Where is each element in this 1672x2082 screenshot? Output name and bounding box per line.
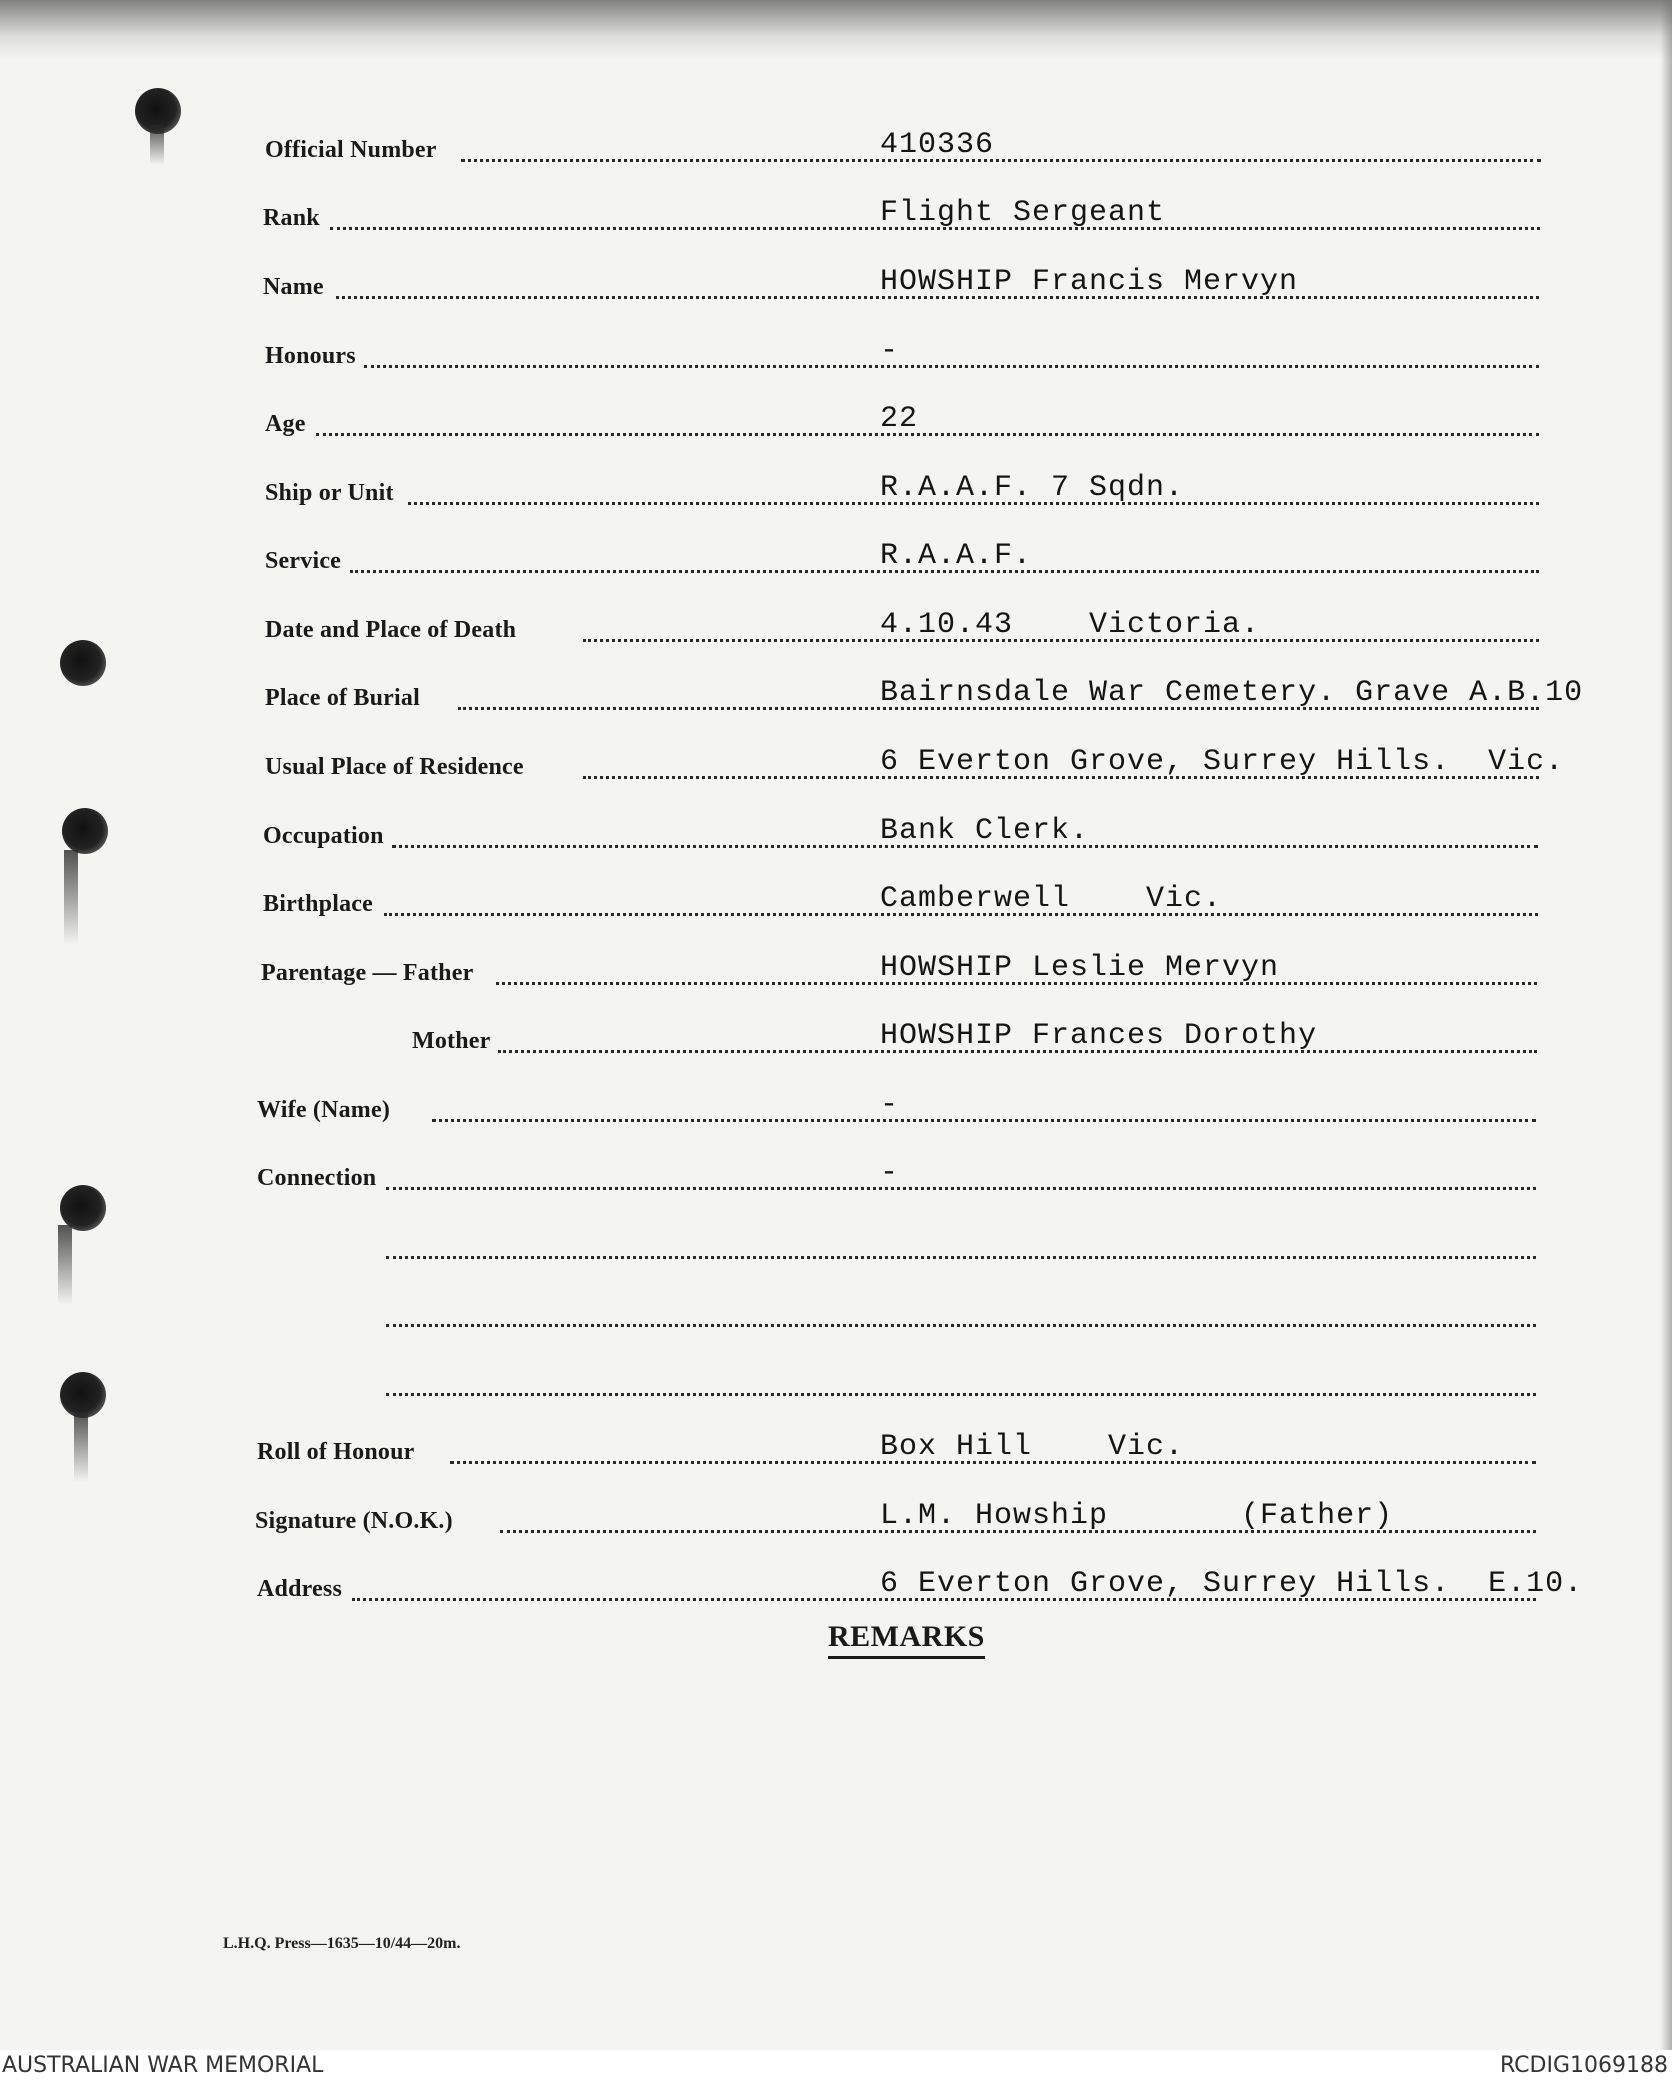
printer-mark: L.H.Q. Press—1635—10/44—20m. bbox=[223, 1935, 461, 1952]
field-parentage-father bbox=[0, 953, 1672, 993]
field-value: R.A.A.F. bbox=[880, 539, 1033, 573]
field-wife-name bbox=[0, 1090, 1672, 1130]
field-label: Rank bbox=[263, 205, 320, 231]
field-connection bbox=[0, 1158, 1672, 1198]
footer-record-id: RCDIG1069188 bbox=[1499, 2053, 1668, 2078]
field-name bbox=[0, 267, 1672, 307]
field-roll-of-honour bbox=[0, 1432, 1672, 1472]
field-address bbox=[0, 1569, 1672, 1609]
field-value: - bbox=[880, 1156, 900, 1190]
field-occupation bbox=[0, 816, 1672, 856]
field-blank-line bbox=[0, 1227, 1672, 1267]
dotted-rule bbox=[386, 1324, 1536, 1327]
dotted-rule bbox=[364, 365, 1539, 368]
field-label: Mother bbox=[412, 1028, 491, 1054]
field-age bbox=[0, 404, 1672, 444]
field-value: - bbox=[880, 1088, 900, 1122]
field-label: Parentage — Father bbox=[261, 960, 474, 986]
field-birthplace bbox=[0, 884, 1672, 924]
field-value: Flight Sergeant bbox=[880, 196, 1166, 230]
field-usual-residence bbox=[0, 747, 1672, 787]
field-place-of-burial bbox=[0, 678, 1672, 718]
footer-institution: AUSTRALIAN WAR MEMORIAL bbox=[2, 2053, 324, 2078]
field-label: Honours bbox=[265, 343, 356, 369]
field-rank bbox=[0, 198, 1672, 238]
field-value: 6 Everton Grove, Surrey Hills. E.10. bbox=[880, 1567, 1584, 1601]
field-value: 410336 bbox=[880, 128, 995, 162]
field-value: Bank Clerk. bbox=[880, 814, 1090, 848]
field-date-place-of-death bbox=[0, 610, 1672, 650]
field-label: Address bbox=[257, 1576, 342, 1602]
dotted-rule bbox=[386, 1256, 1536, 1259]
dotted-rule bbox=[316, 433, 1539, 436]
field-value: L.M. Howship (Father) bbox=[880, 1499, 1394, 1533]
dotted-rule bbox=[386, 1187, 1536, 1190]
field-label: Usual Place of Residence bbox=[265, 754, 524, 780]
field-signature-nok bbox=[0, 1501, 1672, 1541]
remarks-heading: REMARKS bbox=[828, 1620, 985, 1659]
field-value: 4.10.43 Victoria. bbox=[880, 608, 1261, 642]
field-value: HOWSHIP Frances Dorothy bbox=[880, 1019, 1318, 1053]
field-value: - bbox=[880, 334, 900, 368]
field-label: Ship or Unit bbox=[265, 480, 394, 506]
field-label: Date and Place of Death bbox=[265, 617, 517, 643]
field-service bbox=[0, 541, 1672, 581]
field-label: Official Number bbox=[265, 137, 437, 163]
field-value: Camberwell Vic. bbox=[880, 882, 1223, 916]
field-label: Wife (Name) bbox=[257, 1097, 391, 1123]
field-value: R.A.A.F. 7 Sqdn. bbox=[880, 471, 1185, 505]
field-label: Name bbox=[263, 274, 324, 300]
field-honours bbox=[0, 336, 1672, 376]
dotted-rule bbox=[386, 1393, 1536, 1396]
dotted-rule bbox=[461, 159, 1541, 162]
field-label: Occupation bbox=[263, 823, 384, 849]
field-label: Birthplace bbox=[263, 891, 373, 917]
archive-footer bbox=[0, 2050, 1672, 2082]
field-value: 6 Everton Grove, Surrey Hills. Vic. bbox=[880, 745, 1565, 779]
field-label: Signature (N.O.K.) bbox=[255, 1508, 453, 1534]
dotted-rule bbox=[432, 1119, 1536, 1122]
field-label: Roll of Honour bbox=[257, 1439, 415, 1465]
field-ship-or-unit bbox=[0, 473, 1672, 513]
field-value: HOWSHIP Leslie Mervyn bbox=[880, 951, 1280, 985]
field-value: HOWSHIP Francis Mervyn bbox=[880, 265, 1299, 299]
scan-top-shadow bbox=[0, 0, 1672, 60]
field-blank-line bbox=[0, 1295, 1672, 1335]
field-label: Age bbox=[265, 411, 306, 437]
field-value: Bairnsdale War Cemetery. Grave A.B.10 bbox=[880, 676, 1584, 710]
field-label: Service bbox=[265, 548, 342, 574]
field-label: Place of Burial bbox=[265, 685, 420, 711]
field-value: Box Hill Vic. bbox=[880, 1430, 1185, 1464]
field-blank-line bbox=[0, 1364, 1672, 1404]
field-official-number bbox=[0, 130, 1672, 170]
field-value: 22 bbox=[880, 402, 919, 436]
field-label: Connection bbox=[257, 1165, 377, 1191]
field-parentage-mother bbox=[0, 1021, 1672, 1061]
